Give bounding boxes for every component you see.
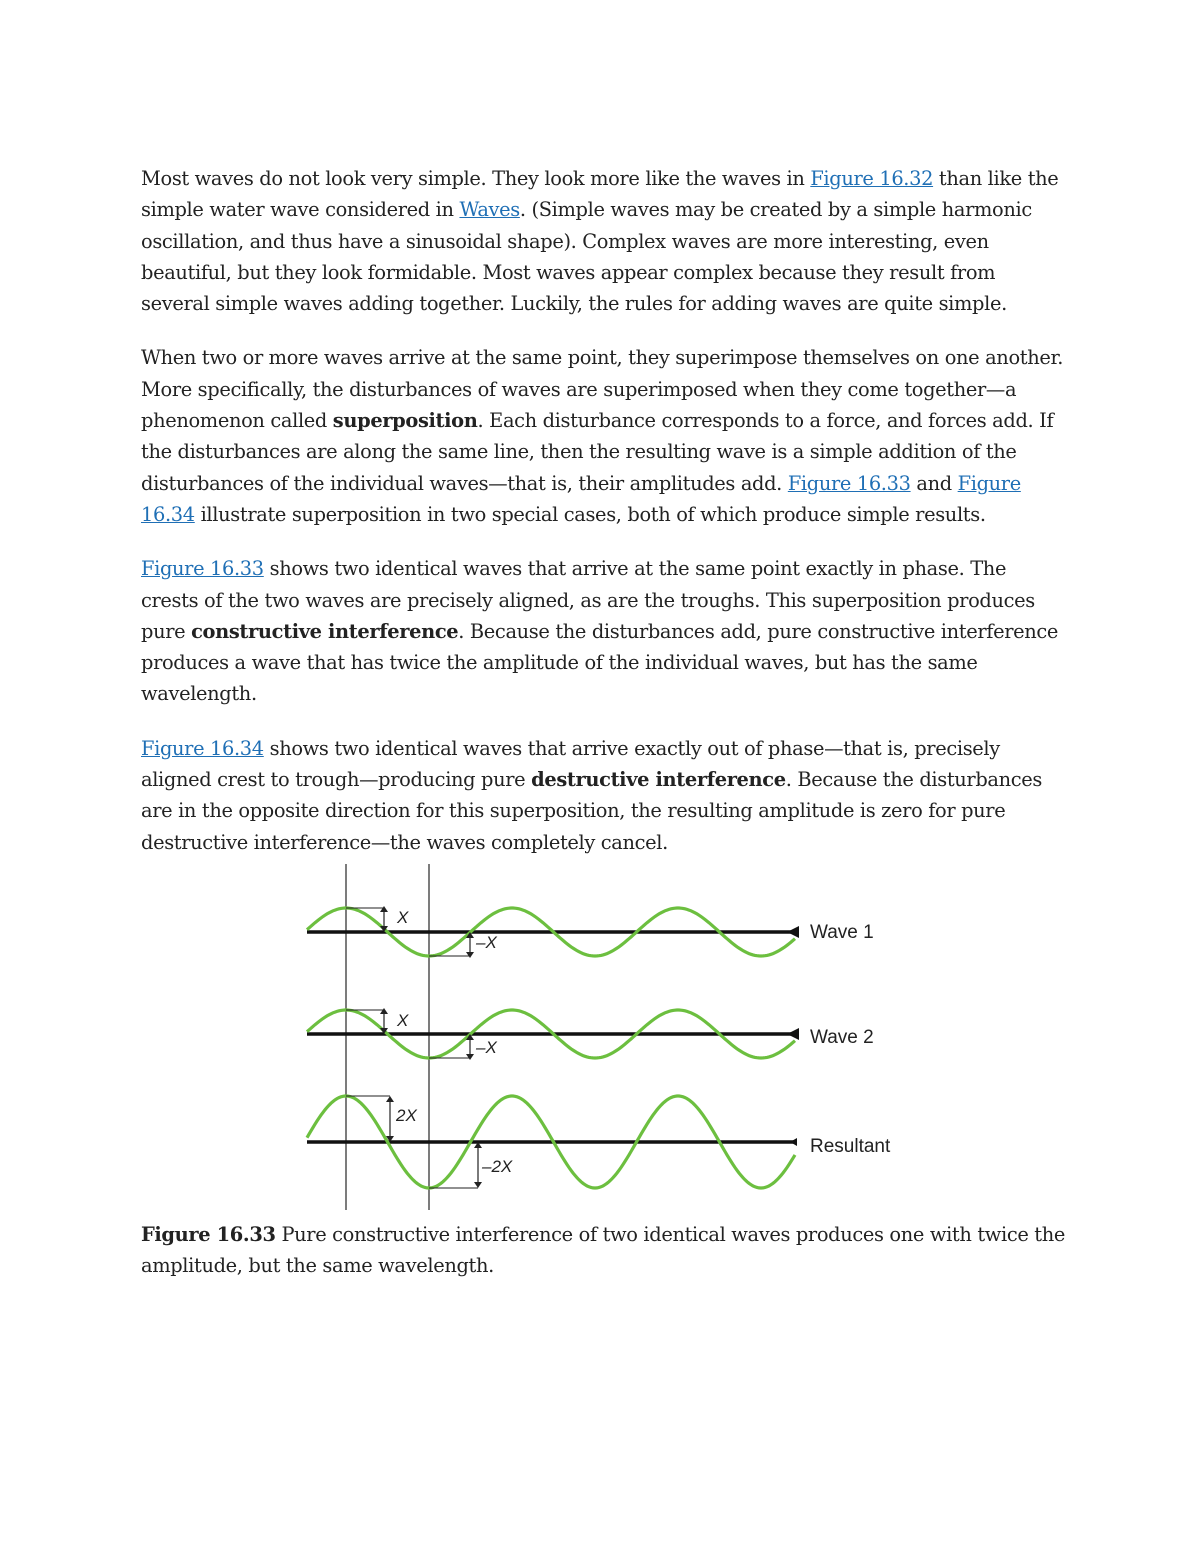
- superposition-term: superposition: [332, 409, 478, 433]
- wave-1-neg-label: –X: [476, 933, 497, 952]
- figure-16-34-link[interactable]: Figure 16.34: [141, 471, 1021, 526]
- paragraph-text: shows two identical waves that arrive at the same point exactly in phase. The crests of the two waves are precisely aligned, as are the troughs. This superposition produces pure: [141, 557, 1035, 643]
- resultant-arrow: [790, 1138, 797, 1146]
- caption-figure-label: Figure 16.33: [141, 1223, 276, 1246]
- figure-16-32-link[interactable]: Figure 16.32: [810, 167, 934, 190]
- resultant-neg-label: –2X: [482, 1157, 513, 1176]
- paragraph-text: than like the simple water wave considered in: [141, 167, 1059, 222]
- destructive-interference-term: destructive interference: [531, 768, 786, 792]
- paragraph-4: [141, 733, 1066, 858]
- constructive-interference-term: constructive interference: [191, 619, 459, 643]
- wave-1-arrow: [787, 926, 799, 938]
- paragraph-1: [141, 163, 1066, 319]
- figure-16-33-link[interactable]: Figure 16.33: [141, 557, 264, 581]
- wave-2-group: [307, 1008, 874, 1060]
- wave-2-neg-label: –X: [476, 1038, 497, 1057]
- paragraph-text: . Because the disturbances are in the opposite direction for this superposition, the resulting amplitude is zero for pure destructive interference—the waves completely cancel.: [141, 768, 1042, 854]
- figure-16-33: [300, 862, 900, 1212]
- paragraph-text: Most waves do not look very simple. They look more like the waves in: [141, 167, 811, 190]
- interference-diagram: [300, 862, 900, 1212]
- resultant-group: [307, 1096, 891, 1188]
- caption-text: Pure constructive interference of two identical waves produces one with twice the amplitude, but the same wavelength.: [141, 1223, 1066, 1278]
- wave-1-group: [307, 906, 874, 958]
- wave-2-arrow: [787, 1028, 799, 1040]
- paragraph-text: . Each disturbance corresponds to a force, and forces add. If the disturbances are along the same line, then the resulting wave is a simple addition of the disturbances of the individual waves—that is, their amplitudes add.: [141, 409, 1054, 495]
- wave-1-label: Wave 1: [810, 922, 874, 943]
- figure-caption: [141, 1219, 1066, 1282]
- paragraph-text: . Because the disturbances add, pure constructive interference produces a wave that has twice the amplitude of the individual waves, but has the same wavelength.: [141, 619, 1059, 706]
- wave-2-amplitude-label: X: [397, 1011, 409, 1030]
- wave-2-label: Wave 2: [810, 1027, 874, 1048]
- resultant-amplitude-label: 2X: [396, 1106, 417, 1125]
- wave-1-amplitude-label: X: [397, 908, 409, 927]
- paragraph-3: [141, 553, 1066, 709]
- paragraph-2: [141, 342, 1066, 530]
- document-body: [141, 163, 1066, 858]
- paragraph-text: shows two identical waves that arrive exactly out of phase—that is, precisely aligned crest to trough—producing pure: [141, 736, 1000, 792]
- waves-link[interactable]: Waves: [459, 198, 520, 222]
- paragraph-text: illustrate superposition in two special cases, both of which produce simple results.: [194, 502, 986, 526]
- figure-16-33-link[interactable]: Figure 16.33: [787, 471, 911, 495]
- paragraph-text: . (Simple waves may be created by a simple harmonic oscillation, and thus have a sinusoidal shape). Complex waves are more interesting, even beautiful, but they look formidable. Most waves appear complex because they result from several simple waves adding together. Luckily, the rules for adding waves are quite simple.: [141, 198, 1032, 316]
- resultant-label: Resultant: [810, 1136, 891, 1157]
- paragraph-text: When two or more waves arrive at the same point, they superimpose themselves on one another. More specifically, the disturbances of waves are superimposed when they come together—a phenomenon called: [141, 346, 1064, 433]
- paragraph-text: and: [910, 471, 958, 495]
- figure-16-34-link[interactable]: Figure 16.34: [141, 736, 264, 760]
